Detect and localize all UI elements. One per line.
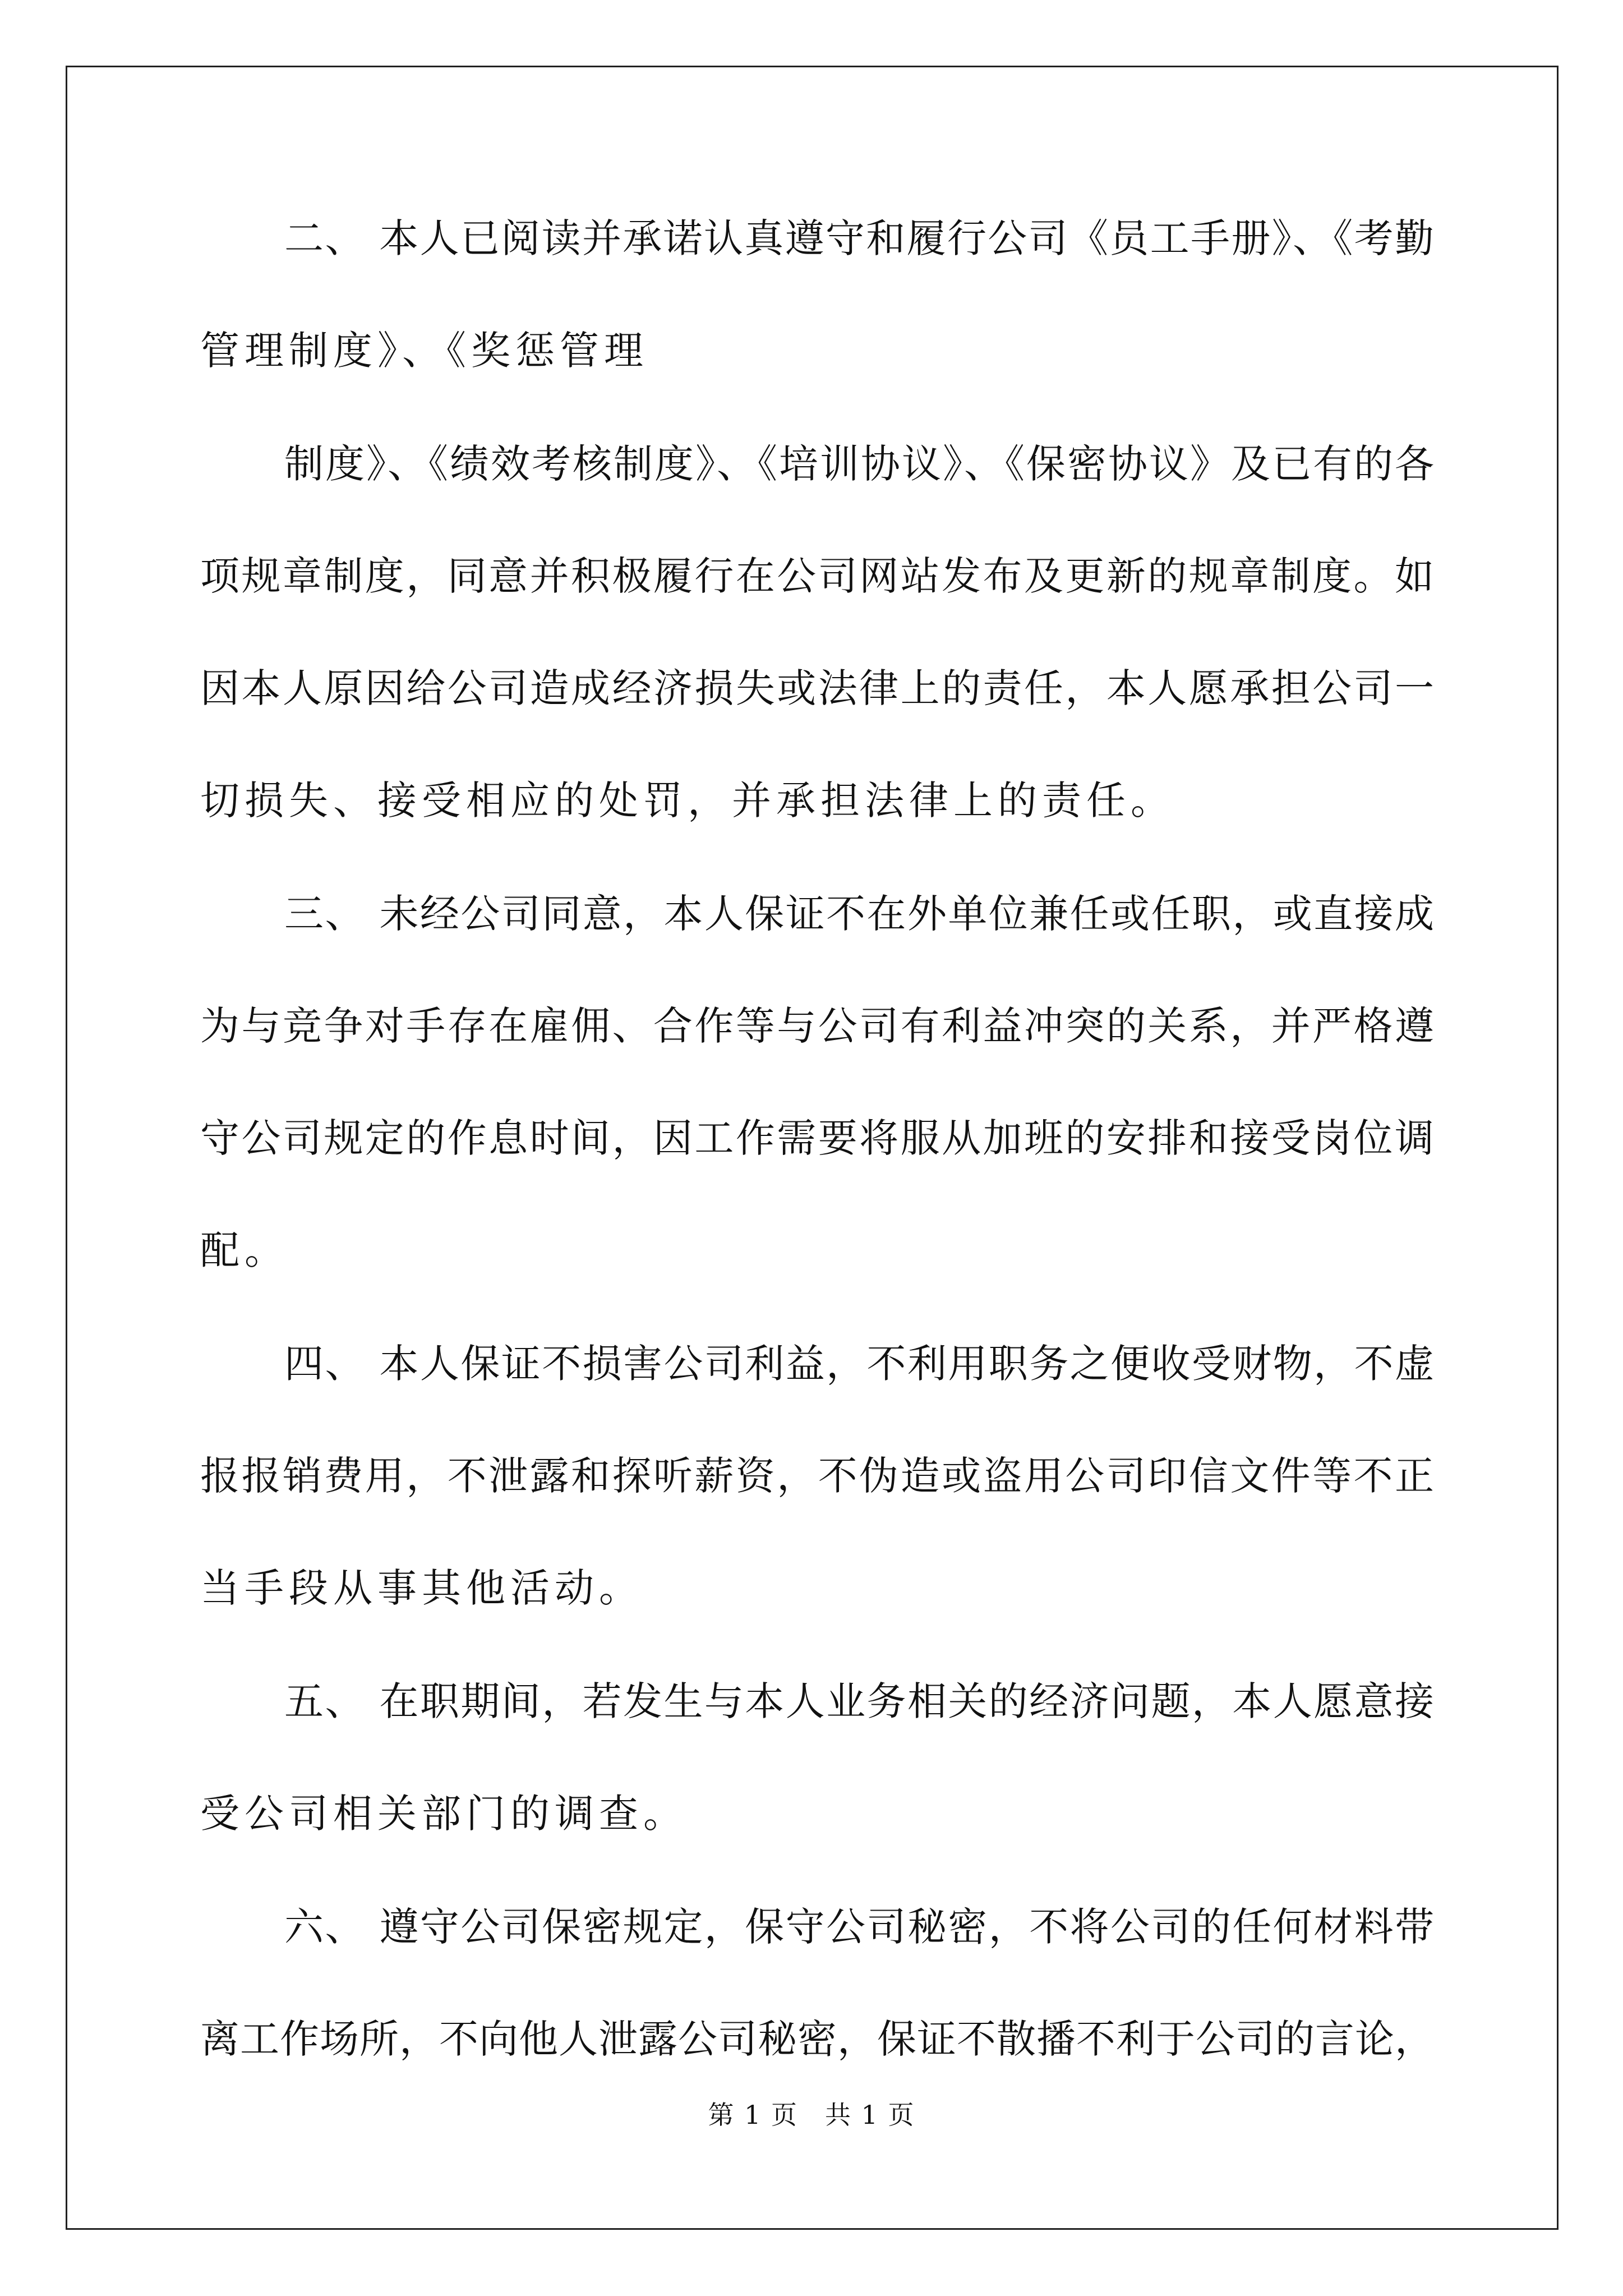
paragraph-3-line-2: 为与竞争对手存在雇佣、合作等与公司有利益冲突的关系，并严格遵 — [200, 1003, 1434, 1049]
paragraph-2-line-3: 制度》、《绩效考核制度》、《培训协议》、《保密协议》及已有的各 — [284, 441, 1434, 487]
paragraph-6-line-1: 六、 遵守公司保密规定，保守公司秘密，不将公司的任何材料带 — [284, 1904, 1434, 1950]
paragraph-5-line-2: 受公司相关部门的调查。 — [200, 1791, 688, 1837]
paragraph-2-line-6: 切损失、接受相应的处罚，并承担法律上的责任。 — [200, 777, 1175, 823]
paragraph-3-line-1: 三、 未经公司同意，本人保证不在外单位兼任或任职，或直接成 — [284, 891, 1434, 937]
paragraph-2-line-1: 二、 本人已阅读并承诺认真遵守和履行公司《员工手册》、《考勤 — [284, 215, 1434, 261]
paragraph-6-line-2: 离工作场所，不向他人泄露公司秘密，保证不散播不利于公司的言论， — [200, 2016, 1434, 2062]
paragraph-4-line-2: 报报销费用，不泄露和探听薪资，不伪造或盗用公司印信文件等不正 — [200, 1453, 1434, 1499]
paragraph-3-line-4: 配。 — [200, 1227, 289, 1273]
paragraph-5-line-1: 五、 在职期间，若发生与本人业务相关的经济问题，本人愿意接 — [284, 1678, 1434, 1724]
paragraph-4-line-3: 当手段从事其他活动。 — [200, 1565, 643, 1611]
paragraph-3-line-3: 守公司规定的作息时间，因工作需要将服从加班的安排和接受岗位调 — [200, 1115, 1434, 1161]
paragraph-4-line-1: 四、 本人保证不损害公司利益，不利用职务之便收受财物，不虚 — [284, 1341, 1434, 1387]
paragraph-2-line-2: 管理制度》、《奖惩管理 — [200, 328, 648, 374]
page-number-footer: 第 1 页 共 1 页 — [708, 2100, 915, 2130]
paragraph-2-line-5: 因本人原因给公司造成经济损失或法律上的责任，本人愿承担公司一 — [200, 665, 1434, 711]
paragraph-2-line-4: 项规章制度，同意并积极履行在公司网站发布及更新的规章制度。如 — [200, 553, 1434, 599]
